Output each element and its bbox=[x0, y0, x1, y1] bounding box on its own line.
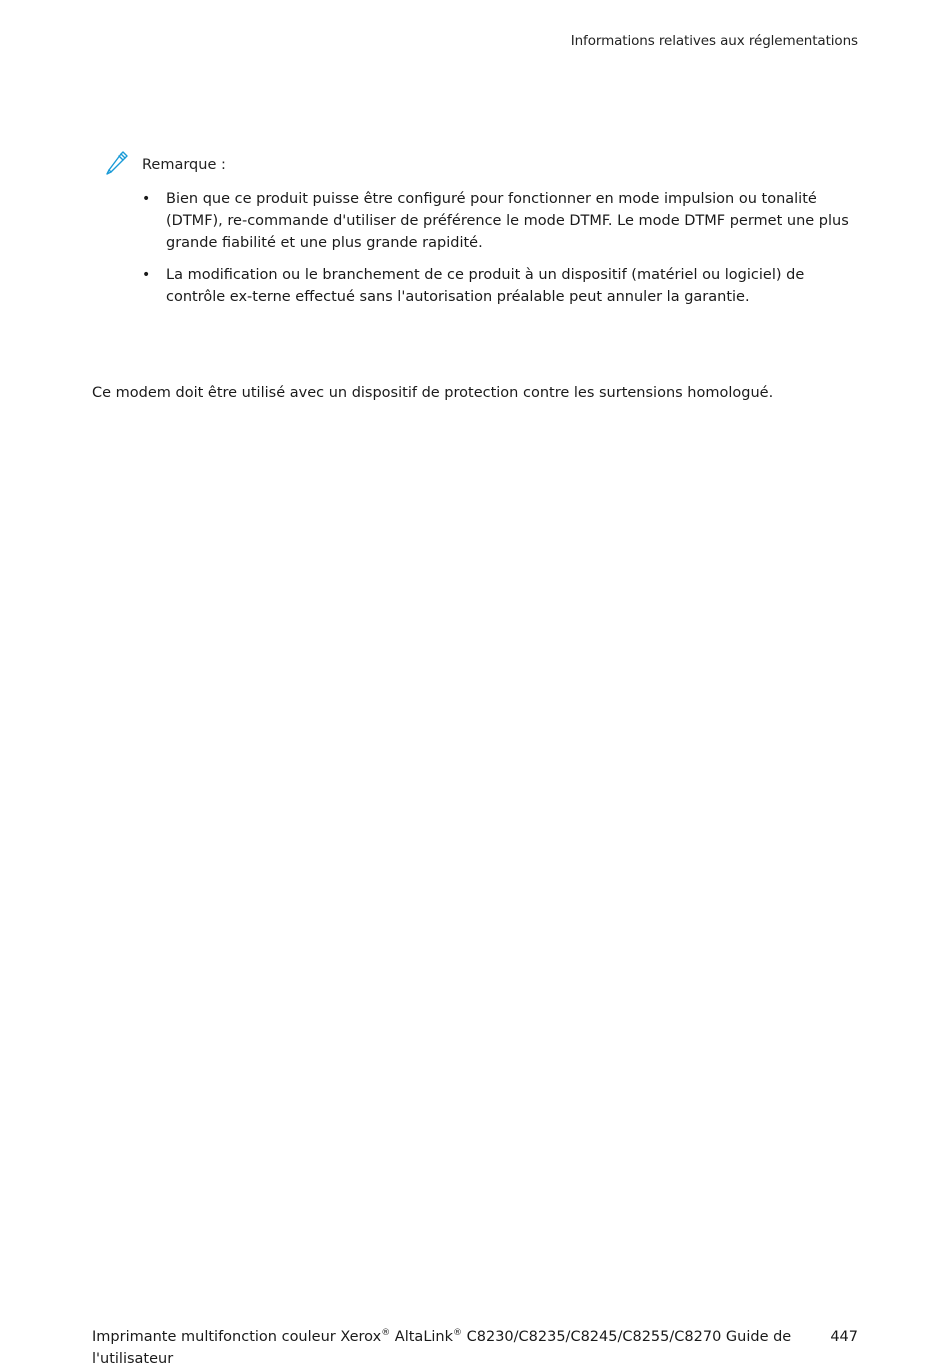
note-box bbox=[103, 152, 863, 318]
footer-prefix: Imprimante multifonction couleur Xerox bbox=[92, 1329, 382, 1345]
page-number: 447 bbox=[830, 1329, 858, 1345]
bullet-icon: • bbox=[142, 267, 151, 283]
running-header: Informations relatives aux réglementations bbox=[570, 33, 858, 49]
bullet-icon: • bbox=[142, 191, 151, 207]
registered-mark: ® bbox=[453, 1328, 463, 1339]
pencil-icon bbox=[103, 150, 142, 180]
note-list bbox=[103, 188, 863, 308]
list-item-text: La modification ou le branchement de ce produit à un dispositif (matériel ou logiciel) de contrôle ex-terne effectué sans l'autorisation préalable peut annuler la garantie. bbox=[166, 267, 805, 305]
body-paragraph: Ce modem doit être utilisé avec un dispositif de protection contre les surtensions homologué. bbox=[92, 385, 774, 401]
list-item-text: Bien que ce produit puisse être configuré pour fonctionner en mode impulsion ou tonalité (DTMF), re-commande d'utiliser de préférence le mode DTMF. Le mode DTMF permet une plus grande fiabilité et une plus grande rapidité. bbox=[166, 191, 849, 251]
footer-document-title bbox=[92, 1326, 792, 1370]
list-item bbox=[142, 264, 863, 308]
footer-brand: AltaLink bbox=[394, 1329, 454, 1345]
note-label: Remarque : bbox=[142, 157, 226, 173]
note-heading bbox=[103, 152, 863, 178]
list-item bbox=[142, 188, 863, 254]
footer-suffix: C8230/C8235/C8245/C8255/C8270 Guide de l'utilisateur bbox=[92, 1329, 792, 1367]
registered-mark: ® bbox=[381, 1328, 391, 1339]
